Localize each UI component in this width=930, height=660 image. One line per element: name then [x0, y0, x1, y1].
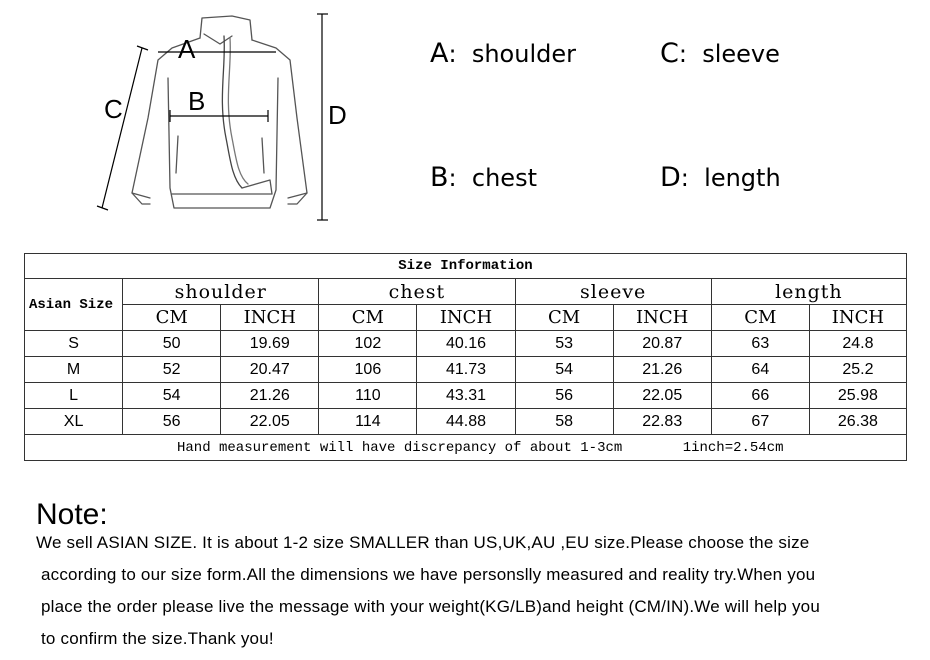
group-header-chest: chest [319, 279, 515, 305]
value-cell: 102 [319, 331, 417, 357]
table-footer [25, 435, 907, 461]
note-line: We sell ASIAN SIZE. It is about 1-2 size SMALLER than US,UK,AU ,EU size.Please choose the size [36, 533, 810, 552]
value-cell: 114 [319, 409, 417, 435]
unit-header-row [25, 305, 907, 331]
group-header-shoulder: shoulder [123, 279, 319, 305]
value-cell: 54 [515, 357, 613, 383]
value-cell: 24.8 [809, 331, 906, 357]
note-line: according to our size form.All the dimensions we have personslly measured and reality try.When you [41, 565, 816, 584]
value-cell: 53 [515, 331, 613, 357]
value-cell: 44.88 [417, 409, 515, 435]
value-cell: 41.73 [417, 357, 515, 383]
value-cell: 26.38 [809, 409, 906, 435]
asian-size-header: Asian Size [25, 279, 123, 331]
value-cell: 54 [123, 383, 221, 409]
value-cell: 43.31 [417, 383, 515, 409]
size-cell: L [25, 383, 123, 409]
value-cell: 20.87 [613, 331, 711, 357]
legend-sep: : [448, 164, 457, 192]
note-line: to confirm the size.Thank you! [41, 629, 274, 648]
label-a: A [178, 34, 196, 64]
legend-length [660, 162, 781, 193]
value-cell: 21.26 [221, 383, 319, 409]
value-cell: 66 [711, 383, 809, 409]
legend-shoulder [430, 38, 576, 69]
legend-sleeve [660, 38, 780, 69]
value-cell: 22.05 [221, 409, 319, 435]
value-cell: 64 [711, 357, 809, 383]
table-row [25, 409, 907, 435]
table-row [25, 383, 907, 409]
unit-header: INCH [809, 305, 906, 331]
note-title: Note: [36, 498, 108, 531]
table-title: Size Information [25, 254, 907, 279]
value-cell: 56 [123, 409, 221, 435]
legend-key: A [430, 38, 449, 69]
value-cell: 25.98 [809, 383, 906, 409]
inch-conversion: 1inch=2.54cm [682, 439, 784, 456]
value-cell: 20.47 [221, 357, 319, 383]
unit-header: CM [123, 305, 221, 331]
value-cell: 25.2 [809, 357, 906, 383]
unit-header: CM [711, 305, 809, 331]
unit-header: INCH [417, 305, 515, 331]
table-row [25, 357, 907, 383]
value-cell: 40.16 [417, 331, 515, 357]
size-cell: XL [25, 409, 123, 435]
legend-text: shoulder [471, 40, 576, 68]
legend-text: sleeve [702, 40, 780, 68]
label-b: B [188, 86, 206, 116]
table-row [25, 331, 907, 357]
value-cell: 21.26 [613, 357, 711, 383]
table-footer-row [25, 435, 907, 461]
value-cell: 50 [123, 331, 221, 357]
legend-key: D [660, 162, 681, 193]
value-cell: 63 [711, 331, 809, 357]
value-cell: 106 [319, 357, 417, 383]
table-title-row [25, 254, 907, 279]
legend-sep: : [448, 40, 457, 68]
value-cell: 22.83 [613, 409, 711, 435]
label-c: C [104, 94, 123, 124]
size-cell: M [25, 357, 123, 383]
legend-text: chest [471, 164, 537, 192]
unit-header: CM [515, 305, 613, 331]
group-header-row [25, 279, 907, 305]
jacket-measurement-diagram [92, 8, 352, 228]
value-cell: 52 [123, 357, 221, 383]
group-header-sleeve: sleeve [515, 279, 711, 305]
measurement-note: Hand measurement will have discrepancy of about 1-3cm [177, 439, 623, 456]
label-d: D [328, 100, 347, 130]
note-line: place the order please live the message with your weight(KG/LB)and height (CM/IN).We will help you [41, 597, 820, 616]
legend-key: B [430, 162, 449, 193]
value-cell: 22.05 [613, 383, 711, 409]
value-cell: 58 [515, 409, 613, 435]
legend-text: length [704, 164, 781, 192]
value-cell: 19.69 [221, 331, 319, 357]
legend-sep: : [678, 40, 687, 68]
value-cell: 56 [515, 383, 613, 409]
unit-header: INCH [221, 305, 319, 331]
legend-sep: : [680, 164, 689, 192]
unit-header: CM [319, 305, 417, 331]
size-table [24, 253, 907, 461]
value-cell: 110 [319, 383, 417, 409]
value-cell: 67 [711, 409, 809, 435]
size-cell: S [25, 331, 123, 357]
group-header-length: length [711, 279, 906, 305]
unit-header: INCH [613, 305, 711, 331]
legend-key: C [660, 38, 679, 69]
legend-chest [430, 162, 537, 193]
